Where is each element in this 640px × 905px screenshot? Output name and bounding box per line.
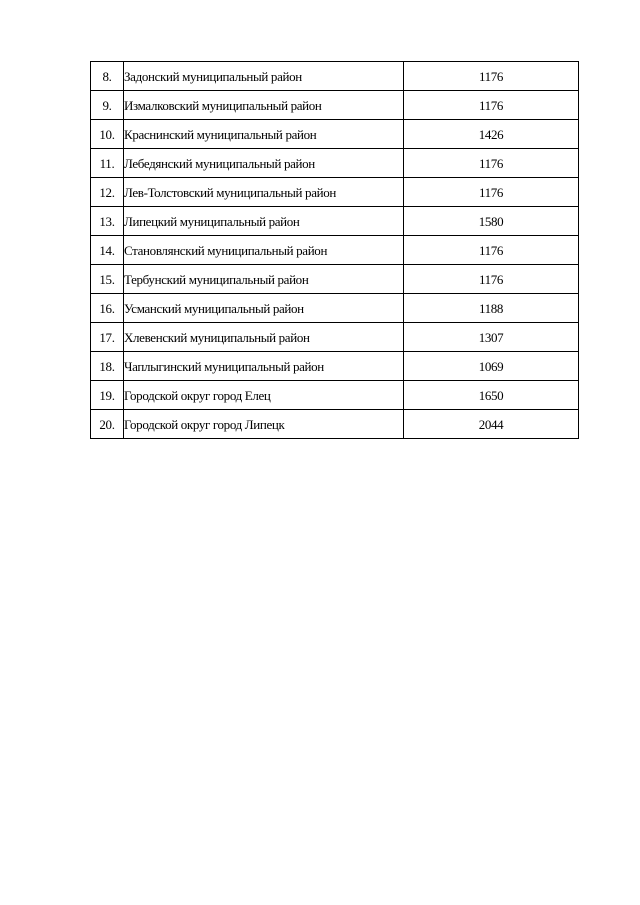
district-name: Становлянский муниципальный район [124, 236, 404, 265]
district-name: Задонский муниципальный район [124, 62, 404, 91]
table-row [91, 120, 579, 149]
district-name: Лев-Толстовский муниципальный район [124, 178, 404, 207]
row-value: 1580 [404, 207, 579, 236]
row-number: 16. [91, 294, 124, 323]
row-value: 1176 [404, 149, 579, 178]
row-number: 8. [91, 62, 124, 91]
district-name: Лебедянский муниципальный район [124, 149, 404, 178]
row-number: 11. [91, 149, 124, 178]
district-name: Липецкий муниципальный район [124, 207, 404, 236]
district-name: Усманский муниципальный район [124, 294, 404, 323]
row-value: 1188 [404, 294, 579, 323]
row-number: 18. [91, 352, 124, 381]
row-value: 1176 [404, 236, 579, 265]
table-row [91, 62, 579, 91]
table-row [91, 323, 579, 352]
district-name: Тербунский муниципальный район [124, 265, 404, 294]
table-row [91, 91, 579, 120]
table-row [91, 149, 579, 178]
table-row [91, 265, 579, 294]
data-table [90, 61, 579, 439]
row-value: 1650 [404, 381, 579, 410]
row-number: 14. [91, 236, 124, 265]
table-row [91, 294, 579, 323]
table-row [91, 381, 579, 410]
district-name: Городской округ город Елец [124, 381, 404, 410]
row-value: 1069 [404, 352, 579, 381]
table-row [91, 207, 579, 236]
district-name: Хлевенский муниципальный район [124, 323, 404, 352]
row-value: 1426 [404, 120, 579, 149]
row-value: 1176 [404, 178, 579, 207]
row-number: 12. [91, 178, 124, 207]
row-number: 19. [91, 381, 124, 410]
row-number: 17. [91, 323, 124, 352]
row-value: 1176 [404, 62, 579, 91]
district-name: Чаплыгинский муниципальный район [124, 352, 404, 381]
table-row [91, 236, 579, 265]
district-name: Измалковский муниципальный район [124, 91, 404, 120]
row-number: 9. [91, 91, 124, 120]
table-row [91, 410, 579, 439]
row-value: 1307 [404, 323, 579, 352]
table-row [91, 178, 579, 207]
row-number: 13. [91, 207, 124, 236]
district-name: Городской округ город Липецк [124, 410, 404, 439]
row-value: 1176 [404, 91, 579, 120]
table-row [91, 352, 579, 381]
row-number: 10. [91, 120, 124, 149]
district-name: Краснинский муниципальный район [124, 120, 404, 149]
row-value: 2044 [404, 410, 579, 439]
row-value: 1176 [404, 265, 579, 294]
row-number: 20. [91, 410, 124, 439]
row-number: 15. [91, 265, 124, 294]
